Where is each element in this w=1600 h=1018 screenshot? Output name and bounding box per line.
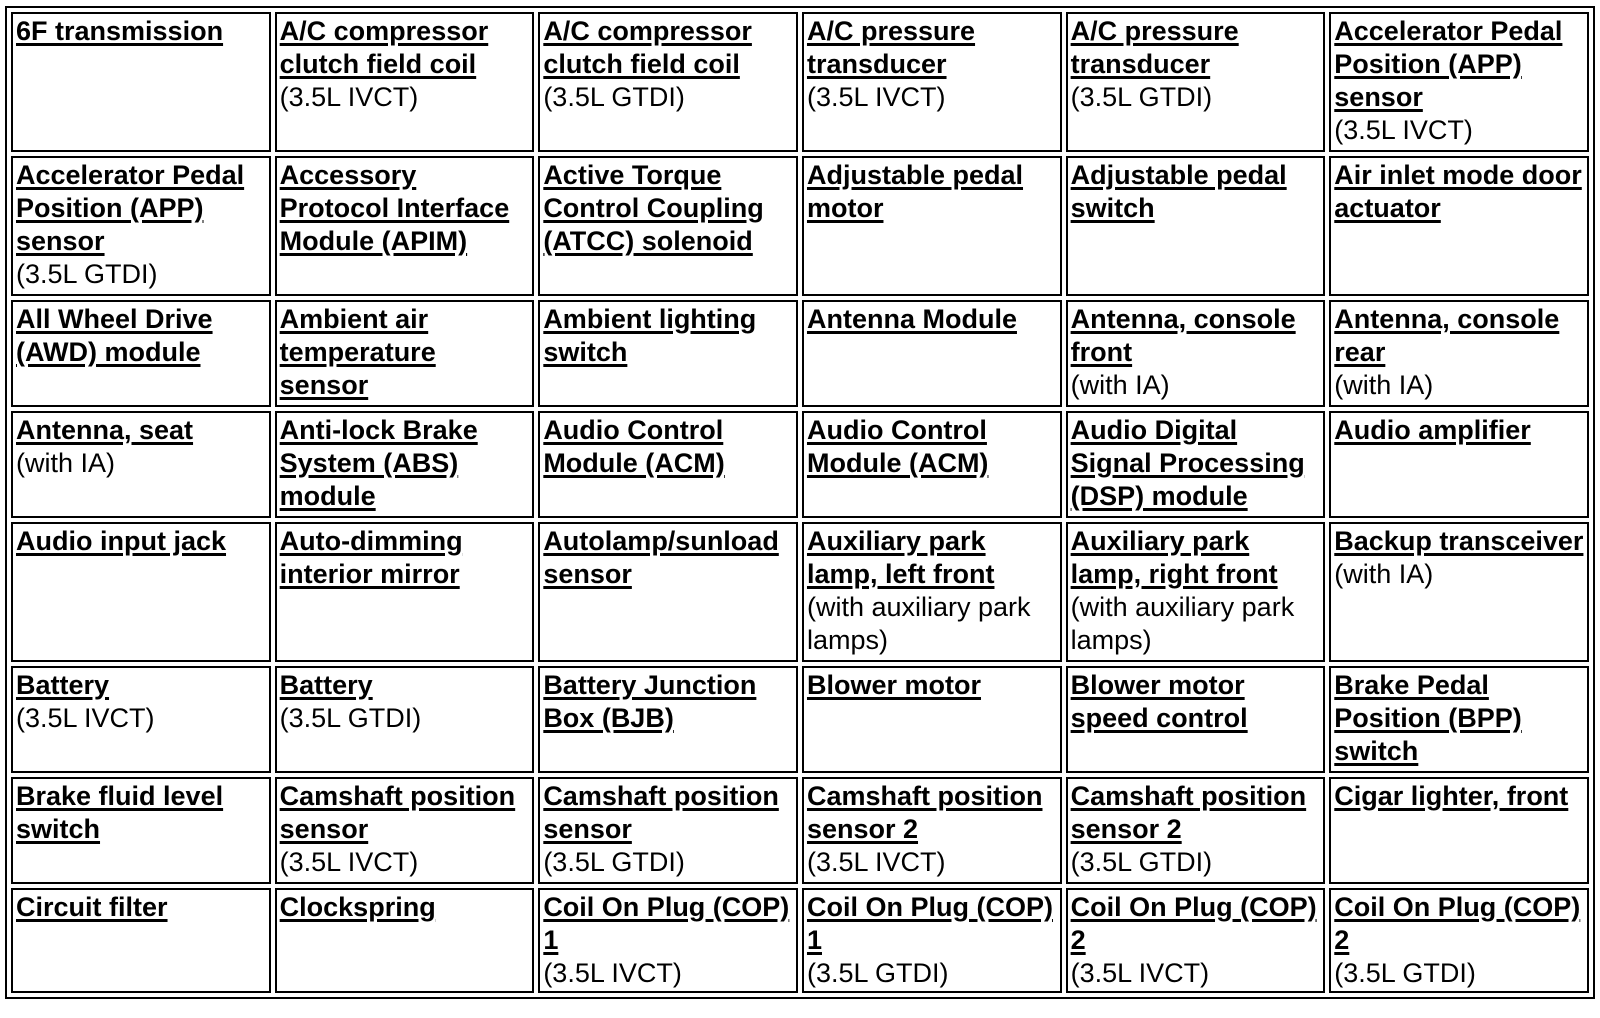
table-cell (11, 12, 271, 152)
table-cell (538, 300, 798, 407)
component-link[interactable]: Accessory Protocol Interface Module (APIM) (279, 160, 510, 256)
table-cell (538, 411, 798, 518)
component-note: (3.5L GTDI) (1070, 847, 1213, 877)
component-note: (3.5L IVCT) (279, 847, 419, 877)
component-link[interactable]: Air inlet mode door actuator (1334, 160, 1582, 223)
component-link[interactable]: Clockspring (279, 892, 436, 922)
component-note: (3.5L GTDI) (543, 847, 685, 877)
table-cell (1329, 522, 1589, 662)
component-link[interactable]: Auxiliary park lamp, right front (1070, 526, 1278, 589)
component-link[interactable]: Camshaft position sensor (543, 781, 779, 844)
component-link[interactable]: A/C pressure transducer (1070, 16, 1239, 79)
component-link[interactable]: Autolamp/sunload sensor (543, 526, 779, 589)
component-link[interactable]: Coil On Plug (COP) 2 (1070, 892, 1317, 955)
component-link[interactable]: Anti-lock Brake System (ABS) module (279, 415, 478, 511)
component-note: (3.5L IVCT) (1334, 115, 1473, 145)
table-cell (275, 411, 535, 518)
component-link[interactable]: 6F transmission (16, 16, 224, 46)
table-cell (11, 300, 271, 407)
component-link[interactable]: Adjustable pedal switch (1070, 160, 1287, 223)
table-cell (11, 411, 271, 518)
component-link[interactable]: Coil On Plug (COP) 1 (806, 892, 1053, 955)
table-cell (1329, 777, 1589, 884)
table-cell (11, 666, 271, 773)
table-cell (1066, 411, 1326, 518)
table-cell (1329, 300, 1589, 407)
table-cell (275, 522, 535, 662)
table-cell (802, 300, 1062, 407)
component-link[interactable]: A/C compressor clutch field coil (543, 16, 752, 79)
table-cell (1329, 156, 1589, 296)
component-note: (with auxiliary park lamps) (1070, 592, 1295, 655)
component-link[interactable]: Blower motor speed control (1070, 670, 1248, 733)
table-cell (538, 156, 798, 296)
table-cell (538, 12, 798, 152)
table-cell (802, 411, 1062, 518)
table-cell (538, 888, 798, 993)
component-link[interactable]: Audio input jack (16, 526, 227, 556)
table-row (11, 666, 1589, 773)
table-cell (802, 777, 1062, 884)
table-row (11, 777, 1589, 884)
component-note: (3.5L IVCT) (279, 82, 419, 112)
table-cell (1329, 12, 1589, 152)
component-link[interactable]: Antenna, console rear (1334, 304, 1560, 367)
component-link[interactable]: Camshaft position sensor 2 (806, 781, 1043, 844)
component-link[interactable]: Coil On Plug (COP) 2 (1334, 892, 1581, 955)
component-note: (with IA) (1070, 370, 1170, 400)
component-link[interactable]: Battery Junction Box (BJB) (543, 670, 757, 733)
table-cell (802, 156, 1062, 296)
table-cell (1066, 12, 1326, 152)
table-cell (802, 12, 1062, 152)
table-cell (1066, 666, 1326, 773)
table-row (11, 12, 1589, 152)
component-link[interactable]: Antenna Module (806, 304, 1017, 334)
component-link[interactable]: Audio Control Module (ACM) (806, 415, 989, 478)
component-link[interactable]: Antenna, console front (1070, 304, 1296, 367)
component-note: (3.5L GTDI) (543, 82, 685, 112)
table-cell (1066, 522, 1326, 662)
table-cell (1066, 777, 1326, 884)
component-link[interactable]: Brake Pedal Position (BPP) switch (1334, 670, 1522, 766)
table-cell (802, 666, 1062, 773)
component-index (5, 6, 1595, 999)
table-cell (1066, 300, 1326, 407)
component-link[interactable]: Audio Digital Signal Processing (DSP) module (1070, 415, 1305, 511)
table-row (11, 411, 1589, 518)
component-link[interactable]: Battery (16, 670, 110, 700)
component-note: (3.5L GTDI) (16, 259, 158, 289)
component-link[interactable]: A/C pressure transducer (806, 16, 976, 79)
component-note: (3.5L IVCT) (16, 703, 155, 733)
table-cell (11, 156, 271, 296)
component-link[interactable]: Camshaft position sensor (279, 781, 516, 844)
table-cell (1329, 411, 1589, 518)
component-link[interactable]: Auxiliary park lamp, left front (806, 526, 995, 589)
component-note: (3.5L IVCT) (1070, 958, 1210, 988)
table-cell (1066, 156, 1326, 296)
table-row (11, 522, 1589, 662)
table-cell (11, 777, 271, 884)
component-link[interactable]: Accelerator Pedal Position (APP) sensor (1334, 16, 1563, 112)
component-note: (with auxiliary park lamps) (806, 592, 1031, 655)
table-cell (275, 300, 535, 407)
table-cell (275, 777, 535, 884)
component-link[interactable]: Backup transceiver (1334, 526, 1584, 556)
component-link[interactable]: Auto-dimming interior mirror (279, 526, 463, 589)
component-note: (3.5L IVCT) (543, 958, 682, 988)
component-note: (with IA) (16, 448, 116, 478)
component-link[interactable]: Audio Control Module (ACM) (543, 415, 725, 478)
component-table (5, 6, 1595, 999)
table-cell (1329, 666, 1589, 773)
table-cell (275, 888, 535, 993)
table-cell (275, 12, 535, 152)
component-note: (3.5L GTDI) (279, 703, 422, 733)
table-cell (802, 888, 1062, 993)
component-note: (3.5L GTDI) (1070, 82, 1213, 112)
component-note: (3.5L IVCT) (806, 847, 946, 877)
component-link[interactable]: All Wheel Drive (AWD) module (16, 304, 213, 367)
table-cell (11, 522, 271, 662)
component-note: (3.5L GTDI) (806, 958, 949, 988)
table-cell (538, 666, 798, 773)
component-link[interactable]: A/C compressor clutch field coil (279, 16, 489, 79)
table-cell (275, 156, 535, 296)
table-row (11, 300, 1589, 407)
component-note: (3.5L GTDI) (1334, 958, 1476, 988)
table-cell (1066, 888, 1326, 993)
component-link[interactable]: Camshaft position sensor 2 (1070, 781, 1307, 844)
table-cell (802, 522, 1062, 662)
table-cell (11, 888, 271, 993)
component-note: (3.5L IVCT) (806, 82, 946, 112)
component-link[interactable]: Accelerator Pedal Position (APP) sensor (16, 160, 245, 256)
component-link[interactable]: Audio amplifier (1334, 415, 1531, 445)
table-cell (1329, 888, 1589, 993)
component-link[interactable]: Circuit filter (16, 892, 168, 922)
component-link[interactable]: Brake fluid level switch (16, 781, 224, 844)
component-link[interactable]: Adjustable pedal motor (806, 160, 1024, 223)
component-link[interactable]: Active Torque Control Coupling (ATCC) solenoid (543, 160, 764, 256)
table-cell (538, 777, 798, 884)
component-note: (with IA) (1334, 559, 1434, 589)
table-row (11, 156, 1589, 296)
component-link[interactable]: Coil On Plug (COP) 1 (543, 892, 790, 955)
component-link[interactable]: Blower motor (806, 670, 981, 700)
component-link[interactable]: Antenna, seat (16, 415, 194, 445)
component-link[interactable]: Ambient air temperature sensor (279, 304, 436, 400)
table-cell (538, 522, 798, 662)
table-cell (275, 666, 535, 773)
table-row (11, 888, 1589, 993)
component-link[interactable]: Cigar lighter, front (1334, 781, 1569, 811)
component-link[interactable]: Ambient lighting switch (543, 304, 757, 367)
component-note: (with IA) (1334, 370, 1434, 400)
component-link[interactable]: Battery (279, 670, 373, 700)
